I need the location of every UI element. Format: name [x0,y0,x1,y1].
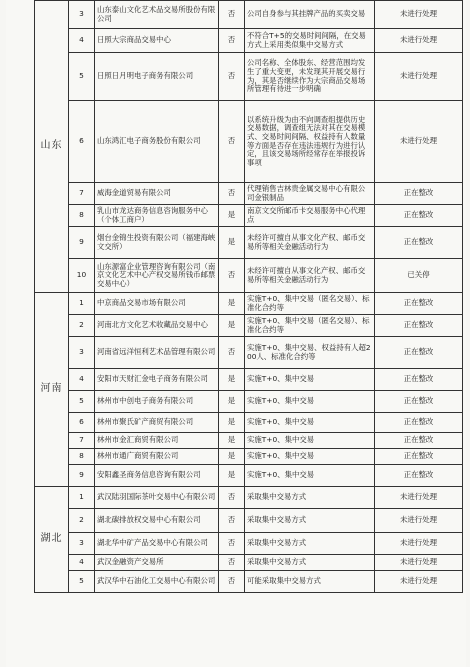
row-number: 6 [69,413,95,433]
issue-text: 未经许可擅自从事文化产权、邮币交易所等相关金融活动行为 [245,227,375,259]
flag-value: 否 [219,337,245,369]
company-name: 林州市金汇商贸有限公司 [95,433,219,449]
row-number: 9 [69,227,95,259]
company-name: 山东泰山文化艺术品交易所股份有限公司 [95,1,219,29]
table-row [35,101,463,183]
status-text: 未进行处理 [375,533,463,555]
status-text: 未进行处理 [375,53,463,101]
status-text: 正在整改 [375,413,463,433]
table-row [35,315,463,337]
issue-text: 采取集中交易方式 [245,487,375,509]
flag-value: 是 [219,315,245,337]
flag-value: 否 [219,183,245,205]
issue-text: 实施T+0、集中交易 [245,433,375,449]
company-name: 林州市聚氏矿产商贸有限公司 [95,413,219,433]
company-name: 河南省远洋恒利艺术品管理有限公司 [95,337,219,369]
status-text: 正在整改 [375,369,463,391]
company-name: 日照日月明电子商务有限公司 [95,53,219,101]
issue-text: 实施T+0、集中交易 [245,465,375,487]
company-name: 乳山市龙达商务信息咨询服务中心（个体工商户） [95,205,219,227]
row-number: 9 [69,465,95,487]
table-row [35,555,463,571]
status-text: 未进行处理 [375,1,463,29]
table-row [35,293,463,315]
issue-text: 实施T+0、集中交易 [245,413,375,433]
issue-text: 采取集中交易方式 [245,509,375,533]
status-text: 正在整改 [375,337,463,369]
table-row [35,571,463,593]
status-text: 未进行处理 [375,571,463,593]
table-row [35,509,463,533]
table-row [35,433,463,449]
flag-value: 是 [219,413,245,433]
province-name: 湖北 [40,533,63,545]
document-page [6,0,466,667]
issue-text: 实施T+0、集中交易（匿名交易）、标准化合约等 [245,315,375,337]
row-number: 7 [69,433,95,449]
flag-value: 否 [219,571,245,593]
row-number: 4 [69,369,95,391]
company-name: 日照大宗商品交易中心 [95,29,219,53]
issue-text: 采取集中交易方式 [245,533,375,555]
table-row [35,183,463,205]
company-name: 湖北碳排放权交易中心有限公司 [95,509,219,533]
row-number: 8 [69,205,95,227]
issue-text: 公司自身参与其挂牌产品的买卖交易 [245,1,375,29]
status-text: 正在整改 [375,449,463,465]
company-name: 湖北华中矿产品交易中心有限公司 [95,533,219,555]
row-number: 1 [69,293,95,315]
flag-value: 否 [219,1,245,29]
company-name: 林州市通广商贸有限公司 [95,449,219,465]
row-number: 2 [69,315,95,337]
row-number: 1 [69,487,95,509]
table-row [35,227,463,259]
company-name: 烟台金锦生投资有限公司（福建海峡文交所） [95,227,219,259]
flag-value: 是 [219,391,245,413]
issue-text: 实施T+0、集中交易 [245,449,375,465]
province-name: 山东 [40,140,63,152]
issue-text: 采取集中交易方式 [245,555,375,571]
issue-text: 实施T+0、集中交易（匿名交易）、标准化合约等 [245,293,375,315]
province-cell [35,293,69,487]
issue-text: 未经许可擅自从事文化产权、邮币交易所等相关金融活动行为 [245,259,375,293]
status-text: 未进行处理 [375,29,463,53]
flag-value: 否 [219,53,245,101]
flag-value: 否 [219,29,245,53]
issue-text: 公司名称、全体股东、经营范围均发生了重大变更，未发现其开展交易行为，其是否继续作为大宗商品交易场所管理有待进一步明确 [245,53,375,101]
province-cell [35,487,69,593]
issue-text: 可能采取集中交易方式 [245,571,375,593]
issue-text: 以系统升级为由不向调查组提供历史交易数据，调查组无法对其在交易模式、交易时间间隔、权益持有人数量等方面是否存在违法违规行为进行认定，且该交易场所经常存在举报投诉事项 [245,101,375,183]
company-name: 武汉华中石油化工交易中心有限公司 [95,571,219,593]
table-row [35,1,463,29]
flag-value: 是 [219,205,245,227]
flag-value: 是 [219,227,245,259]
flag-value: 是 [219,465,245,487]
flag-value: 否 [219,259,245,293]
issue-text: 南京文交所邮币卡交易服务中心代理点 [245,205,375,227]
row-number: 4 [69,555,95,571]
flag-value: 否 [219,101,245,183]
status-text: 正在整改 [375,293,463,315]
row-number: 6 [69,101,95,183]
company-name: 武汉金融资产交易所 [95,555,219,571]
row-number: 3 [69,1,95,29]
issue-text: 实施T+0、集中交易 [245,391,375,413]
table-row [35,413,463,433]
status-text: 未进行处理 [375,101,463,183]
company-name: 威海金道贸易有限公司 [95,183,219,205]
status-text: 正在整改 [375,433,463,449]
flag-value: 是 [219,293,245,315]
flag-value: 是 [219,369,245,391]
company-name: 山东鸿汇电子商务股份有限公司 [95,101,219,183]
flag-value: 否 [219,533,245,555]
table-row [35,29,463,53]
table-body [35,1,463,593]
status-text: 未进行处理 [375,555,463,571]
province-cell [35,1,69,293]
table-row [35,533,463,555]
table-row [35,259,463,293]
row-number: 3 [69,337,95,369]
status-text: 正在整改 [375,183,463,205]
issue-text: 不符合T+5的交易时间间隔，在交易方式上采用类似集中交易方式 [245,29,375,53]
row-number: 5 [69,53,95,101]
table-row [35,337,463,369]
company-name: 安阳鑫圣商务信息咨询有限公司 [95,465,219,487]
row-number: 5 [69,571,95,593]
table-row [35,369,463,391]
status-text: 正在整改 [375,315,463,337]
issue-text: 实施T+0、集中交易、权益持有人超200人、标准化合约等 [245,337,375,369]
table-row [35,449,463,465]
row-number: 10 [69,259,95,293]
status-text: 未进行处理 [375,487,463,509]
province-name: 河南 [40,383,63,395]
status-text: 正在整改 [375,465,463,487]
exchange-table [34,0,463,593]
row-number: 3 [69,533,95,555]
issue-text: 实施T+0、集中交易 [245,369,375,391]
company-name: 山东源富企业管理咨询有限公司（南京文化艺术中心产权交易所钱币邮票交易中心） [95,259,219,293]
issue-text: 代理销售吉林贵金属交易中心有限公司金银制品 [245,183,375,205]
row-number: 8 [69,449,95,465]
table-row [35,487,463,509]
status-text: 未进行处理 [375,509,463,533]
company-name: 中京商品交易市场有限公司 [95,293,219,315]
table-row [35,465,463,487]
flag-value: 否 [219,487,245,509]
status-text: 正在整改 [375,391,463,413]
flag-value: 是 [219,433,245,449]
company-name: 武汉陆羽国际茶叶交易中心有限公司 [95,487,219,509]
row-number: 7 [69,183,95,205]
row-number: 4 [69,29,95,53]
status-text: 已关停 [375,259,463,293]
table-row [35,53,463,101]
table-row [35,205,463,227]
status-text: 正在整改 [375,205,463,227]
flag-value: 否 [219,509,245,533]
row-number: 2 [69,509,95,533]
flag-value: 否 [219,555,245,571]
status-text: 正在整改 [375,227,463,259]
table-row [35,391,463,413]
flag-value: 是 [219,449,245,465]
company-name: 河南北方文化艺术收藏品交易中心 [95,315,219,337]
company-name: 林州市中创电子商务有限公司 [95,391,219,413]
row-number: 5 [69,391,95,413]
company-name: 安阳市天财汇金电子商务有限公司 [95,369,219,391]
